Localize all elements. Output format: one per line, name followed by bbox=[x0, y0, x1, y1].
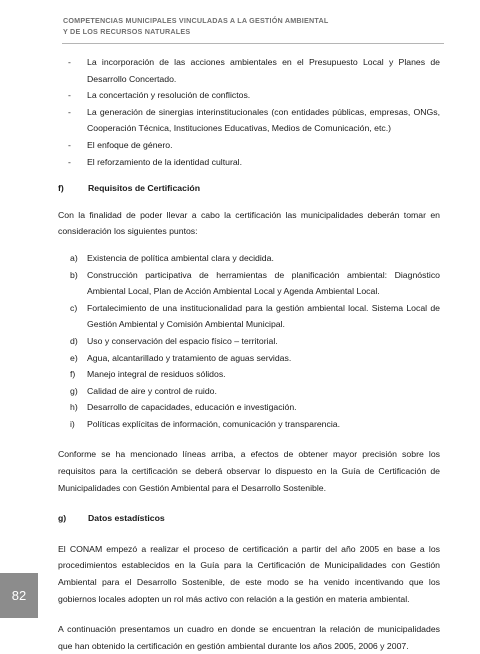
list-marker: h) bbox=[70, 402, 78, 413]
list-item bbox=[58, 350, 440, 367]
section-title: Datos estadísticos bbox=[88, 513, 165, 524]
list-marker: a) bbox=[70, 252, 78, 263]
list-item-text: Fortalecimiento de una institucionalidad para la gestión ambiental local. Sistema Local de Gestión Ambiental y Comisión Ambiental Municipal. bbox=[87, 302, 440, 330]
list-item-text: La generación de sinergias interinstitucionales (con entidades públicas, empresas, ONGs, Cooperación Técnica, Instituciones Educativas, Medios de Comunicación, etc.) bbox=[87, 106, 440, 134]
section-heading-f bbox=[58, 180, 440, 197]
running-header-line-1: COMPETENCIAS MUNICIPALES VINCULADAS A LA GESTIÓN AMBIENTAL bbox=[63, 16, 329, 25]
paragraph-conam: El CONAM empezó a realizar el proceso de certificación a partir del año 2005 en base a los procedimientos establecidos en la Guía para la Certificación de Municipalidades con Gestión Ambiental para el Desarrollo Sostenible, de este modo se ha venido incentivando que los gobiernos locales adopten un rol más activo con relación a la gestión en materia ambiental. bbox=[58, 543, 440, 604]
list-item-text: Políticas explícitas de información, comunicación y transparencia. bbox=[87, 418, 341, 429]
list-marker: - bbox=[68, 90, 71, 101]
list-marker: - bbox=[68, 57, 71, 67]
list-marker: c) bbox=[70, 302, 78, 313]
list-item bbox=[58, 87, 440, 104]
section-number: g) bbox=[58, 513, 67, 524]
list-marker: g) bbox=[70, 385, 78, 396]
list-item bbox=[58, 399, 440, 416]
list-item-text: Calidad de aire y control de ruido. bbox=[87, 385, 217, 396]
paragraph-conforme: Conforme se ha mencionado líneas arriba, a efectos de obtener mayor precisión sobre los requisitos para la certificación se deberá observar lo dispuesto en la Guía de Certificación de Municipalidades con Gestión Ambiental para el Desarrollo Sostenible. bbox=[58, 449, 440, 493]
list-marker: i) bbox=[70, 418, 75, 429]
list-item bbox=[58, 416, 440, 433]
list-item-text: El reforzamiento de la identidad cultural. bbox=[87, 156, 243, 167]
page-body bbox=[58, 54, 440, 654]
list-item bbox=[58, 137, 440, 154]
page-number: 82 bbox=[11, 588, 27, 603]
dash-list bbox=[58, 54, 440, 170]
section-title: Requisitos de Certificación bbox=[88, 183, 200, 194]
section-heading-g bbox=[58, 510, 440, 527]
list-marker: - bbox=[68, 156, 71, 167]
running-header bbox=[63, 15, 443, 37]
list-item bbox=[58, 267, 440, 300]
paragraph-continuacion: A continuación presentamos un cuadro en donde se encuentran la relación de municipalidades que han obtenido la certificación en gestión ambiental durante los años 2005, 2006 y 2007. bbox=[58, 624, 440, 651]
list-item-text: Desarrollo de capacidades, educación e investigación. bbox=[87, 402, 297, 413]
running-header-line-2: Y DE LOS RECURSOS NATURALES bbox=[63, 27, 191, 36]
paragraph-intro-requirements: Con la finalidad de poder llevar a cabo la certificación las municipalidades deberán tomar en consideración los siguientes puntos: bbox=[58, 209, 440, 237]
page-number-badge bbox=[0, 573, 38, 618]
list-item bbox=[58, 250, 440, 267]
list-item-text: Uso y conservación del espacio físico – territorial. bbox=[87, 335, 278, 346]
list-item-text: La concertación y resolución de conflictos. bbox=[87, 90, 251, 101]
list-item bbox=[58, 300, 440, 333]
list-item-text: La incorporación de las acciones ambientales en el Presupuesto Local y Planes de Desarrollo Concertado. bbox=[87, 57, 440, 84]
list-item bbox=[58, 333, 440, 350]
list-item bbox=[58, 54, 440, 87]
header-divider bbox=[62, 43, 444, 44]
section-number: f) bbox=[58, 183, 64, 194]
list-marker: - bbox=[68, 139, 71, 150]
list-marker: b) bbox=[70, 269, 78, 280]
list-item bbox=[58, 154, 440, 171]
list-item bbox=[58, 366, 440, 383]
list-item-text: El enfoque de género. bbox=[87, 139, 173, 150]
list-item-text: Existencia de política ambiental clara y decidida. bbox=[87, 252, 274, 263]
list-marker: d) bbox=[70, 335, 78, 346]
list-marker: - bbox=[68, 106, 71, 117]
list-item bbox=[58, 104, 440, 137]
list-marker: f) bbox=[70, 369, 76, 380]
list-item-text: Construcción participativa de herramientas de planificación ambiental: Diagnóstico Ambiental Local, Plan de Acción Ambiental Local y Agenda Ambiental Local. bbox=[87, 269, 440, 297]
requirements-list bbox=[58, 250, 440, 433]
list-item-text: Agua, alcantarillado y tratamiento de aguas servidas. bbox=[87, 352, 292, 363]
list-item bbox=[58, 383, 440, 400]
list-marker: e) bbox=[70, 352, 78, 363]
list-item-text: Manejo integral de residuos sólidos. bbox=[87, 369, 226, 380]
